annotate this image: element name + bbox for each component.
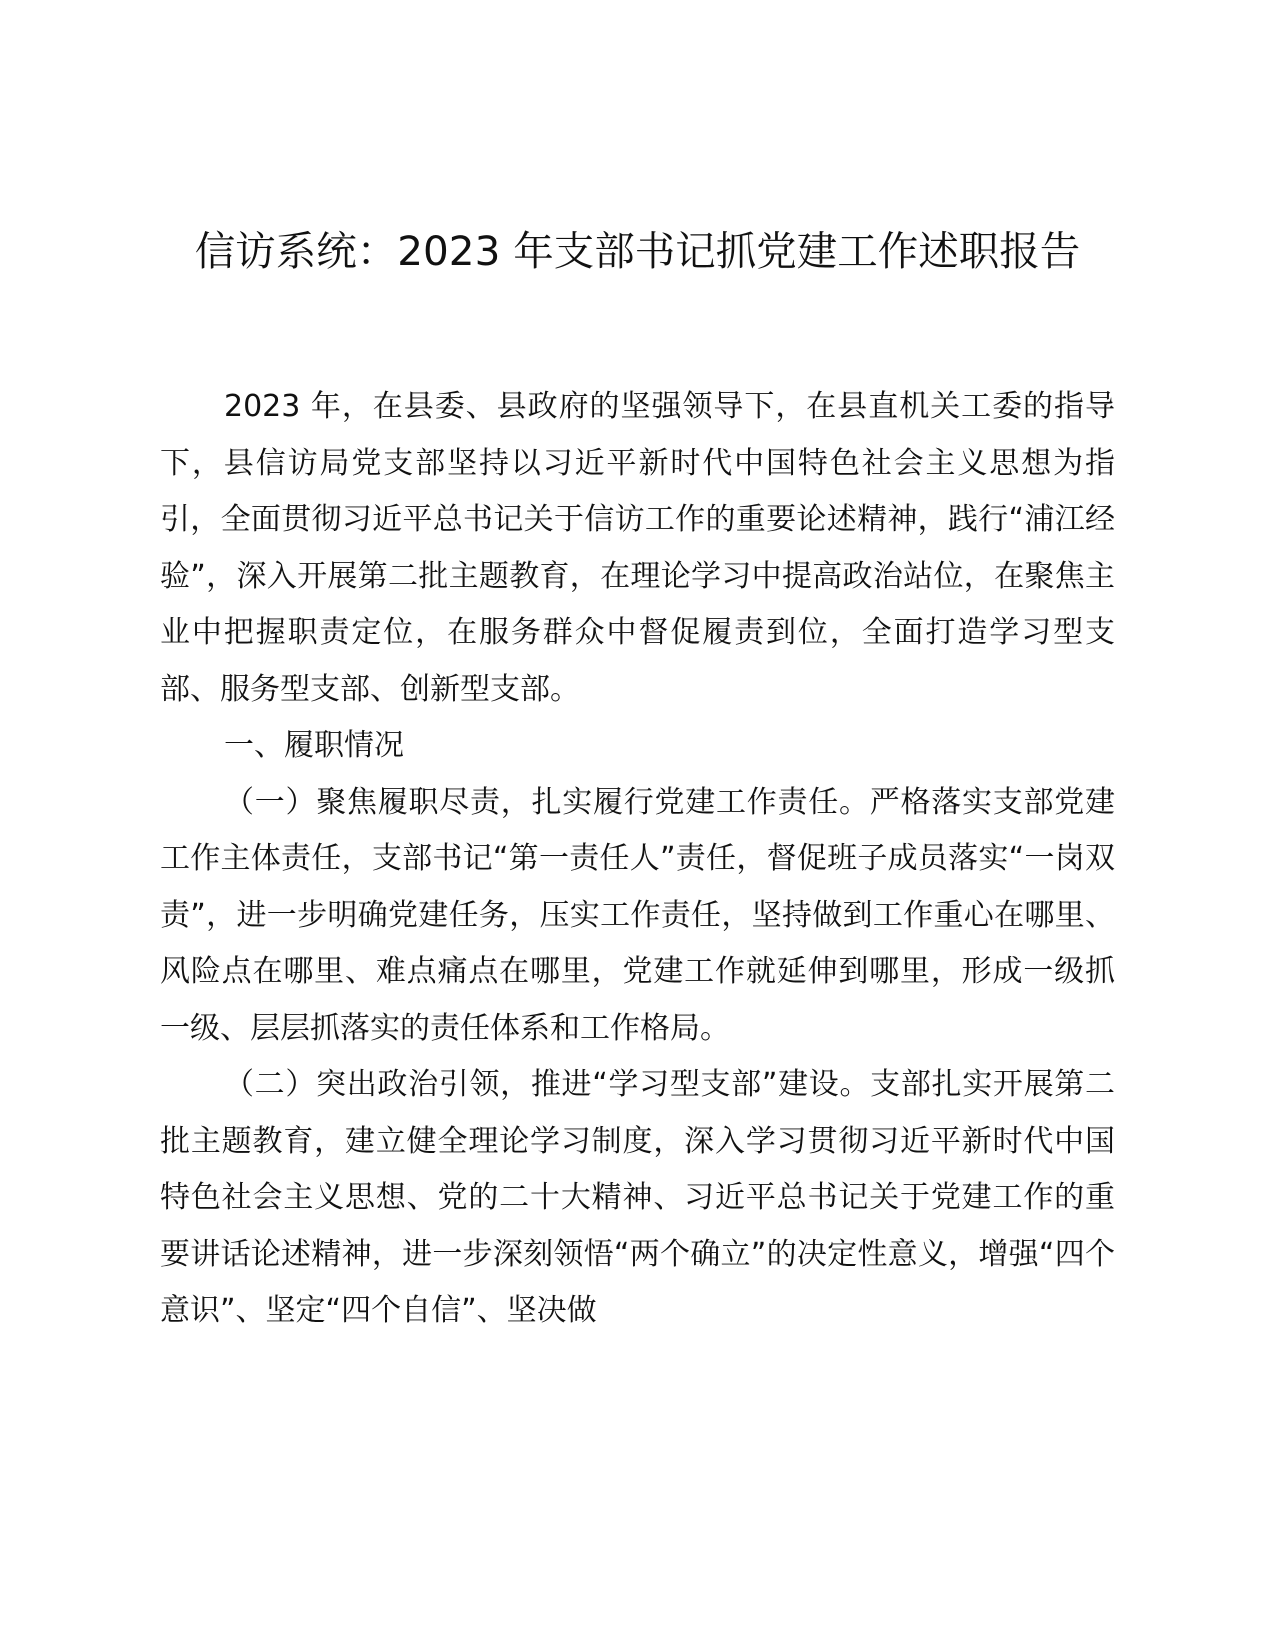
body-paragraph-1: （一）聚焦履职尽责，扎实履行党建工作责任。严格落实支部党建工作主体责任，支部书记“第一责任人”责任，督促班子成员落实“一岗双责”，进一步明确党建任务，压实工作责任，坚持做到工作重心在哪里、风险点在哪里、难点痛点在哪里，党建工作就延伸到哪里，形成一级抓一级、层层抓落实的责任体系和工作格局。 [160, 784, 1115, 1046]
document-title: 信访系统：2023 年支部书记抓党建工作述职报告 [194, 227, 1081, 275]
section-heading: 一、履职情况 [224, 728, 404, 763]
intro-paragraph: 2023 年，在县委、县政府的坚强领导下，在县直机关工委的指导下，县信访局党支部坚持以习近平新时代中国特色社会主义思想为指引，全面贯彻习近平总书记关于信访工作的重要论述精神，践行“浦江经验”，深入开展第二批主题教育，在理论学习中提高政治站位，在聚焦主业中把握职责定位，在服务群众中督促履责到位，全面打造学习型支部、服务型支部、创新型支部。 [160, 389, 1115, 707]
document-body [160, 379, 1115, 1340]
body-paragraph-2: （二）突出政治引领，推进“学习型支部”建设。支部扎实开展第二批主题教育，建立健全理论学习制度，深入学习贯彻习近平新时代中国特色社会主义思想、党的二十大精神、习近平总书记关于党建工作的重要讲话论述精神，进一步深刻领悟“两个确立”的决定性意义，增强“四个意识”、坚定“四个自信”、坚决做 [160, 1067, 1115, 1328]
